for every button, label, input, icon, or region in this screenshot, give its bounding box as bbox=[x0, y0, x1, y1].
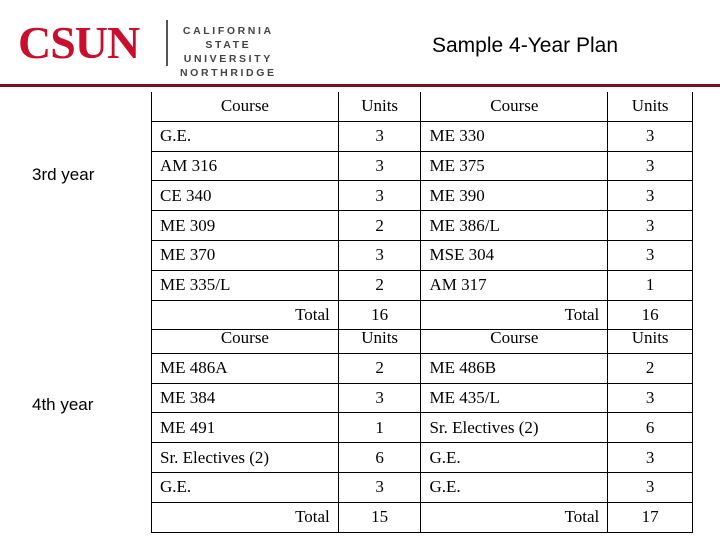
units-cell: 3 bbox=[608, 151, 693, 181]
units-cell: 2 bbox=[338, 211, 421, 241]
units-cell: 3 bbox=[608, 181, 693, 211]
course-cell: ME 491 bbox=[152, 413, 339, 443]
course-cell: G.E. bbox=[421, 443, 608, 473]
course-cell: ME 386/L bbox=[421, 211, 608, 241]
units-cell: 1 bbox=[338, 413, 421, 443]
total-label: Total bbox=[152, 300, 339, 330]
table-row bbox=[152, 270, 693, 300]
course-cell: ME 486A bbox=[152, 353, 339, 383]
total-row bbox=[152, 502, 693, 532]
units-cell: 3 bbox=[338, 240, 421, 270]
logo-wordmark: CSUN bbox=[18, 17, 140, 68]
units-cell: 3 bbox=[608, 240, 693, 270]
table-header-row bbox=[152, 92, 693, 121]
table-row bbox=[152, 211, 693, 241]
logo-divider bbox=[166, 20, 168, 66]
column-header: Units bbox=[608, 324, 693, 353]
course-cell: ME 384 bbox=[152, 383, 339, 413]
fourth-year-label: 4th year bbox=[32, 395, 94, 414]
table-header-row bbox=[152, 324, 693, 353]
table-row bbox=[152, 472, 693, 502]
units-cell: 3 bbox=[338, 181, 421, 211]
total-units: 17 bbox=[608, 502, 693, 532]
course-cell: ME 309 bbox=[152, 211, 339, 241]
third-year-table bbox=[151, 92, 693, 330]
units-cell: 6 bbox=[608, 413, 693, 443]
institution-line-3: NORTHRIDGE bbox=[180, 67, 277, 79]
total-label: Total bbox=[421, 502, 608, 532]
column-header: Course bbox=[152, 92, 339, 121]
table-row bbox=[152, 443, 693, 473]
course-cell: G.E. bbox=[152, 121, 339, 151]
course-cell: G.E. bbox=[421, 472, 608, 502]
units-cell: 3 bbox=[338, 151, 421, 181]
course-cell: ME 330 bbox=[421, 121, 608, 151]
table-row bbox=[152, 383, 693, 413]
course-cell: ME 335/L bbox=[152, 270, 339, 300]
units-cell: 3 bbox=[608, 383, 693, 413]
total-units: 15 bbox=[338, 502, 421, 532]
course-cell: ME 375 bbox=[421, 151, 608, 181]
course-cell: Sr. Electives (2) bbox=[152, 443, 339, 473]
table-row bbox=[152, 181, 693, 211]
total-units: 16 bbox=[608, 300, 693, 330]
course-cell: ME 370 bbox=[152, 240, 339, 270]
institution-line-2: STATE UNIVERSITY bbox=[183, 39, 273, 65]
units-cell: 1 bbox=[608, 270, 693, 300]
course-cell: AM 316 bbox=[152, 151, 339, 181]
column-header: Units bbox=[608, 92, 693, 121]
institution-name bbox=[180, 24, 277, 80]
course-cell: ME 486B bbox=[421, 353, 608, 383]
column-header: Course bbox=[421, 92, 608, 121]
total-label: Total bbox=[152, 502, 339, 532]
fourth-year-table bbox=[151, 324, 693, 533]
course-cell: ME 390 bbox=[421, 181, 608, 211]
column-header: Course bbox=[421, 324, 608, 353]
units-cell: 2 bbox=[338, 270, 421, 300]
header-divider bbox=[0, 84, 720, 87]
units-cell: 2 bbox=[608, 353, 693, 383]
units-cell: 3 bbox=[338, 383, 421, 413]
units-cell: 6 bbox=[338, 443, 421, 473]
units-cell: 3 bbox=[608, 472, 693, 502]
course-cell: Sr. Electives (2) bbox=[421, 413, 608, 443]
course-cell: AM 317 bbox=[421, 270, 608, 300]
units-cell: 3 bbox=[608, 121, 693, 151]
institution-line-1: CALIFORNIA bbox=[182, 25, 274, 37]
third-year-label: 3rd year bbox=[32, 165, 95, 184]
course-cell: MSE 304 bbox=[421, 240, 608, 270]
page-title: Sample 4-Year Plan bbox=[432, 34, 619, 57]
table-row bbox=[152, 121, 693, 151]
table-row bbox=[152, 151, 693, 181]
course-cell: G.E. bbox=[152, 472, 339, 502]
table-row bbox=[152, 413, 693, 443]
total-label: Total bbox=[421, 300, 608, 330]
column-header: Course bbox=[152, 324, 339, 353]
units-cell: 3 bbox=[338, 472, 421, 502]
course-cell: CE 340 bbox=[152, 181, 339, 211]
units-cell: 3 bbox=[338, 121, 421, 151]
table-row bbox=[152, 240, 693, 270]
units-cell: 3 bbox=[608, 443, 693, 473]
units-cell: 2 bbox=[338, 353, 421, 383]
table-row bbox=[152, 353, 693, 383]
column-header: Units bbox=[338, 324, 421, 353]
units-cell: 3 bbox=[608, 211, 693, 241]
total-units: 16 bbox=[338, 300, 421, 330]
course-cell: ME 435/L bbox=[421, 383, 608, 413]
column-header: Units bbox=[338, 92, 421, 121]
